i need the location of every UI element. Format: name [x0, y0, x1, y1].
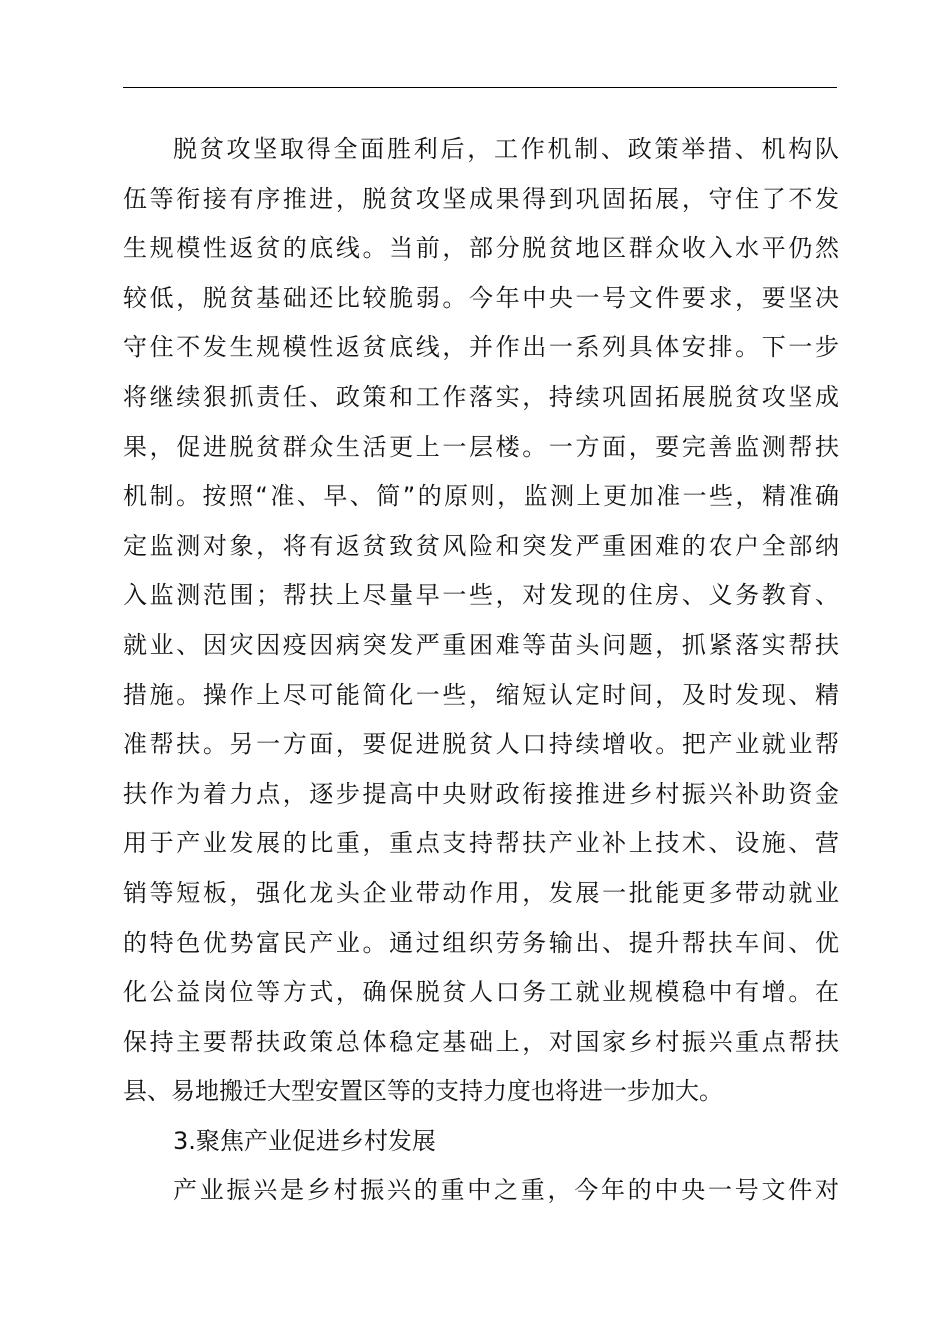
- text-line: 伍等衔接有序推进，脱贫攻坚成果得到巩固拓展，守住了不发: [123, 184, 839, 213]
- text-line: 保持主要帮扶政策总体稳定基础上，对国家乡村振兴重点帮扶: [123, 1027, 839, 1056]
- text-line: 生规模性返贫的底线。当前，部分脱贫地区群众收入水平仍然: [123, 234, 839, 263]
- text-line: 定监测对象，将有返贫致贫风险和突发严重困难的农户全部纳: [123, 531, 839, 560]
- text-line: 就业、因灾因疫因病突发严重困难等苗头问题，抓紧落实帮扶: [123, 630, 839, 659]
- text-line: 用于产业发展的比重，重点支持帮扶产业补上技术、设施、营: [123, 829, 839, 858]
- text-line: 入监测范围；帮扶上尽量早一些，对发现的住房、义务教育、: [123, 581, 839, 610]
- section-heading: 3.聚焦产业促进乡村发展: [173, 1126, 436, 1155]
- text-line: 措施。操作上尽可能简化一些，缩短认定时间，及时发现、精: [123, 680, 839, 709]
- paragraph-poverty-consolidation: [123, 125, 839, 1117]
- paragraph-industry-revitalization: [123, 1166, 839, 1216]
- text-line: 县、易地搬迁大型安置区等的支持力度也将进一步加大。: [123, 1077, 723, 1106]
- text-line: 销等短板，强化龙头企业带动作用，发展一批能更多带动就业: [123, 878, 839, 907]
- header-rule: [123, 87, 837, 88]
- text-line: 守住不发生规模性返贫底线，并作出一系列具体安排。下一步: [123, 333, 839, 362]
- text-line: 机制。按照“准、早、简”的原则，监测上更加准一些，精准确: [123, 482, 839, 511]
- text-line: 产业振兴是乡村振兴的重中之重，今年的中央一号文件对: [173, 1176, 839, 1205]
- text-line: 扶作为着力点，逐步提高中央财政衔接推进乡村振兴补助资金: [123, 779, 839, 808]
- text-line: 脱贫攻坚取得全面胜利后，工作机制、政策举措、机构队: [173, 135, 839, 163]
- text-line: 将继续狠抓责任、政策和工作落实，持续巩固拓展脱贫攻坚成: [123, 382, 839, 411]
- text-line: 准帮扶。另一方面，要促进脱贫人口持续增收。把产业就业帮: [123, 730, 839, 759]
- text-line: 的特色优势富民产业。通过组织劳务输出、提升帮扶车间、优: [123, 928, 839, 957]
- document-body: [123, 125, 839, 1216]
- text-line: 化公益岗位等方式，确保脱贫人口务工就业规模稳中有增。在: [123, 978, 839, 1007]
- text-line: 较低，脱贫基础还比较脆弱。今年中央一号文件要求，要坚决: [123, 283, 839, 312]
- text-line: 果，促进脱贫群众生活更上一层楼。一方面，要完善监测帮扶: [123, 432, 839, 461]
